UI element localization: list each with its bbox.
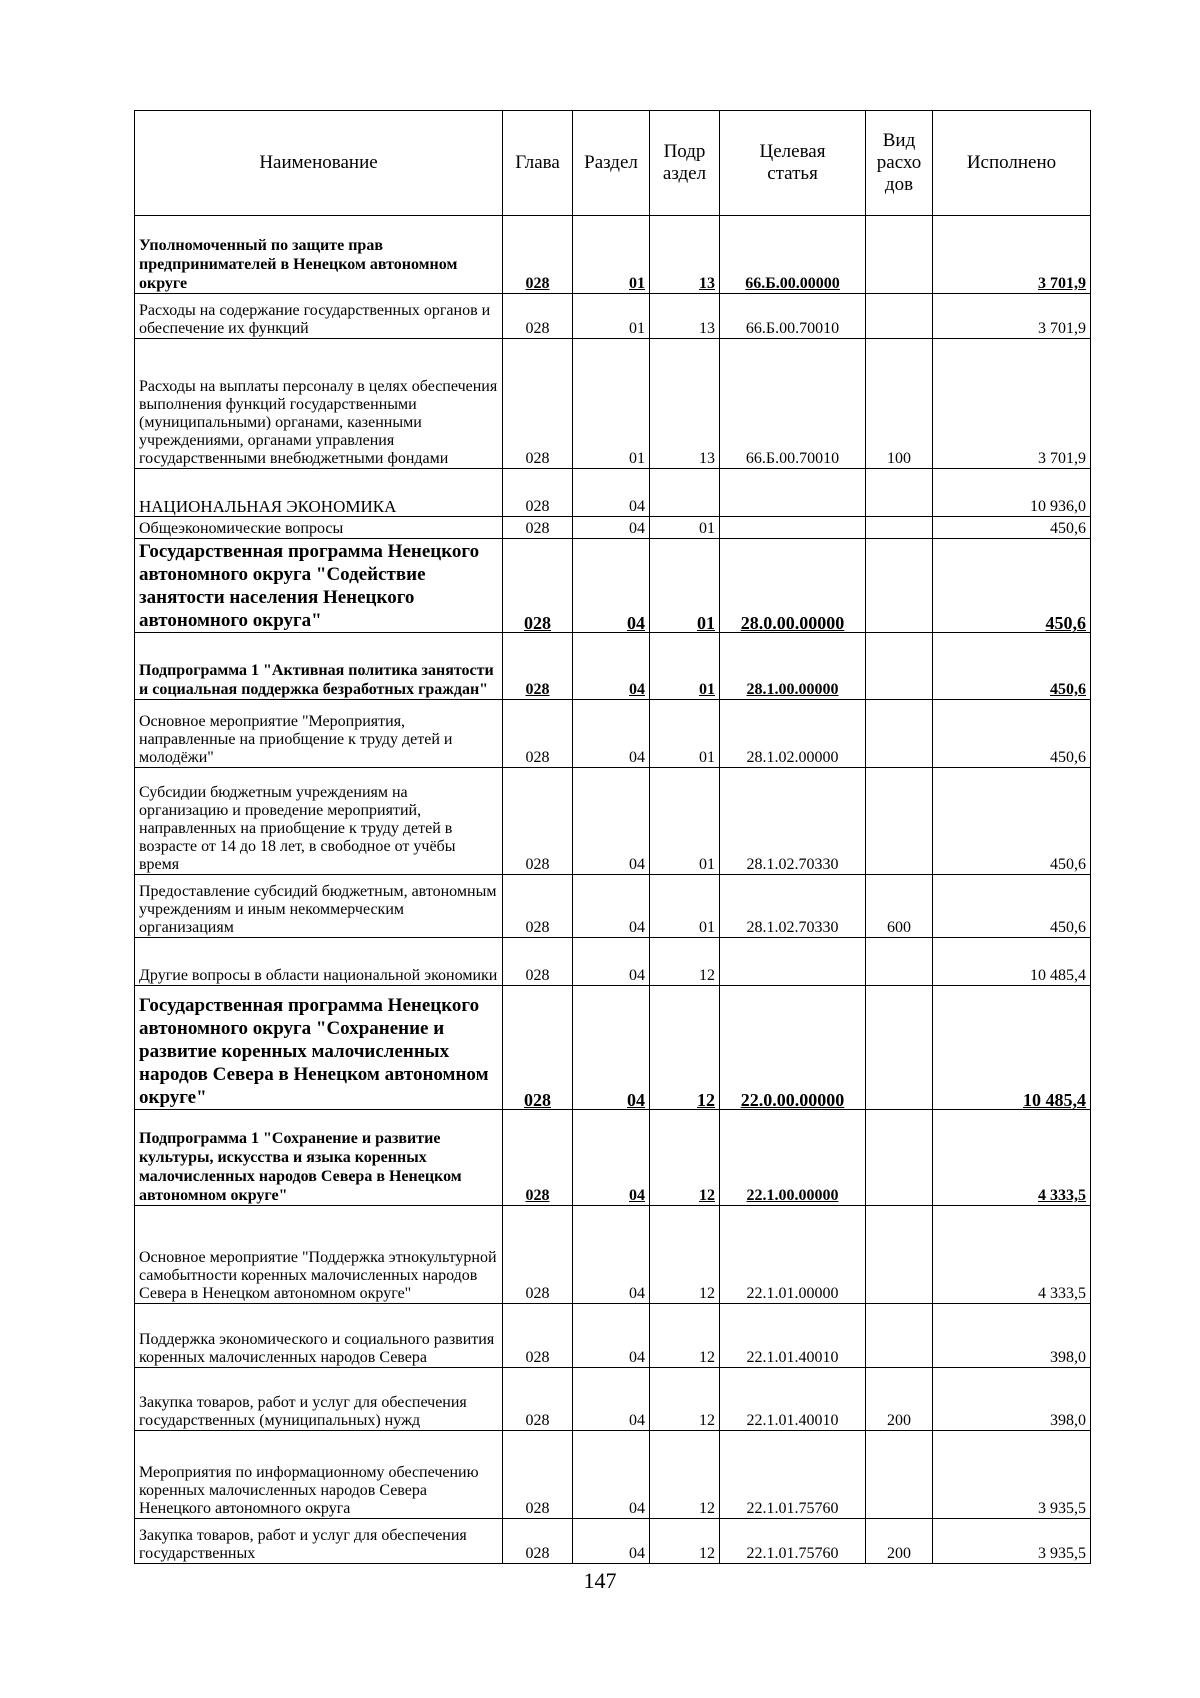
cell-subsection: 12 — [650, 1206, 720, 1304]
cell-target — [720, 517, 866, 539]
cell-name: Уполномоченный по защите прав предпринимателей в Ненецком автономном округе — [135, 216, 503, 294]
cell-target: 28.1.02.70330 — [720, 875, 866, 938]
page-number: 147 — [583, 1568, 617, 1593]
table-row — [135, 1304, 1091, 1368]
cell-target — [720, 938, 866, 986]
table-row — [135, 875, 1091, 938]
cell-section: 04 — [573, 1368, 650, 1431]
cell-subsection: 12 — [650, 938, 720, 986]
cell-executed: 3 935,5 — [933, 1519, 1091, 1564]
cell-executed: 450,6 — [933, 517, 1091, 539]
cell-executed: 450,6 — [933, 875, 1091, 938]
header-section: Раздел — [573, 111, 650, 216]
cell-subsection: 01 — [650, 539, 720, 633]
cell-chapter: 028 — [503, 938, 573, 986]
cell-name: Расходы на содержание государственных органов и обеспечение их функций — [135, 294, 503, 339]
cell-target: 66.Б.00.00000 — [720, 216, 866, 294]
cell-chapter: 028 — [503, 294, 573, 339]
table-row — [135, 1431, 1091, 1519]
cell-section: 04 — [573, 768, 650, 875]
cell-target — [720, 469, 866, 517]
cell-name: Общеэкономические вопросы — [135, 517, 503, 539]
cell-target: 28.1.02.00000 — [720, 700, 866, 768]
table-row — [135, 633, 1091, 700]
cell-exp-type: 100 — [866, 339, 933, 469]
header-name: Наименование — [135, 111, 503, 216]
cell-name: Другие вопросы в области национальной экономики — [135, 938, 503, 986]
cell-subsection: 01 — [650, 700, 720, 768]
cell-executed: 3 701,9 — [933, 294, 1091, 339]
cell-chapter: 028 — [503, 1368, 573, 1431]
cell-section: 04 — [573, 875, 650, 938]
cell-name: НАЦИОНАЛЬНАЯ ЭКОНОМИКА — [135, 469, 503, 517]
cell-subsection: 12 — [650, 1519, 720, 1564]
table-row — [135, 539, 1091, 633]
cell-chapter: 028 — [503, 768, 573, 875]
cell-section: 01 — [573, 216, 650, 294]
cell-executed: 450,6 — [933, 539, 1091, 633]
cell-section: 04 — [573, 700, 650, 768]
cell-exp-type: 200 — [866, 1519, 933, 1564]
table-row — [135, 517, 1091, 539]
cell-target: 28.1.00.00000 — [720, 633, 866, 700]
cell-exp-type — [866, 1431, 933, 1519]
cell-exp-type — [866, 1110, 933, 1206]
cell-section: 04 — [573, 539, 650, 633]
cell-subsection: 13 — [650, 216, 720, 294]
cell-exp-type — [866, 1206, 933, 1304]
cell-executed: 10 485,4 — [933, 986, 1091, 1110]
cell-chapter: 028 — [503, 1431, 573, 1519]
budget-table — [134, 110, 1091, 1564]
table-row — [135, 294, 1091, 339]
cell-section: 04 — [573, 1110, 650, 1206]
cell-exp-type — [866, 633, 933, 700]
cell-executed: 398,0 — [933, 1368, 1091, 1431]
table-row — [135, 339, 1091, 469]
header-executed: Исполнено — [933, 111, 1091, 216]
cell-target: 22.1.00.00000 — [720, 1110, 866, 1206]
cell-subsection: 12 — [650, 1368, 720, 1431]
cell-target: 66.Б.00.70010 — [720, 294, 866, 339]
cell-subsection: 01 — [650, 517, 720, 539]
cell-name: Предоставление субсидий бюджетным, автономным учреждениям и иным некоммерческим организациям — [135, 875, 503, 938]
cell-chapter: 028 — [503, 469, 573, 517]
header-target: Целевая статья — [720, 111, 866, 216]
cell-name: Основное мероприятие "Поддержка этнокультурной самобытности коренных малочисленных народов Севера в Ненецком автономном округе" — [135, 1206, 503, 1304]
cell-target: 22.1.01.75760 — [720, 1519, 866, 1564]
cell-executed: 450,6 — [933, 768, 1091, 875]
cell-target: 22.1.01.40010 — [720, 1368, 866, 1431]
cell-executed: 3 701,9 — [933, 216, 1091, 294]
cell-exp-type — [866, 700, 933, 768]
cell-exp-type — [866, 216, 933, 294]
header-chapter: Глава — [503, 111, 573, 216]
cell-executed: 3 701,9 — [933, 339, 1091, 469]
cell-executed: 4 333,5 — [933, 1110, 1091, 1206]
cell-subsection: 01 — [650, 633, 720, 700]
cell-target: 22.1.01.75760 — [720, 1431, 866, 1519]
cell-chapter: 028 — [503, 633, 573, 700]
cell-executed: 450,6 — [933, 700, 1091, 768]
cell-name: Государственная программа Ненецкого автономного округа "Сохранение и развитие коренных малочисленных народов Севера в Ненецком автономном округе" — [135, 986, 503, 1110]
header-exp-type: Вид расхо дов — [866, 111, 933, 216]
cell-section: 01 — [573, 339, 650, 469]
cell-chapter: 028 — [503, 1110, 573, 1206]
cell-exp-type — [866, 539, 933, 633]
cell-exp-type — [866, 517, 933, 539]
cell-name: Основное мероприятие "Мероприятия, направленные на приобщение к труду детей и молодёжи" — [135, 700, 503, 768]
cell-executed: 450,6 — [933, 633, 1091, 700]
cell-target: 22.0.00.00000 — [720, 986, 866, 1110]
cell-executed: 10 485,4 — [933, 938, 1091, 986]
cell-section: 04 — [573, 986, 650, 1110]
cell-subsection: 13 — [650, 294, 720, 339]
cell-chapter: 028 — [503, 216, 573, 294]
cell-subsection: 12 — [650, 1304, 720, 1368]
table-row — [135, 938, 1091, 986]
cell-name: Поддержка экономического и социального развития коренных малочисленных народов Севера — [135, 1304, 503, 1368]
cell-name: Мероприятия по информационному обеспечению коренных малочисленных народов Севера Ненецкого автономного округа — [135, 1431, 503, 1519]
cell-executed: 10 936,0 — [933, 469, 1091, 517]
cell-section: 01 — [573, 294, 650, 339]
cell-subsection: 13 — [650, 339, 720, 469]
cell-name: Подпрограмма 1 "Активная политика занятости и социальная поддержка безработных граждан" — [135, 633, 503, 700]
cell-executed: 4 333,5 — [933, 1206, 1091, 1304]
cell-section: 04 — [573, 1431, 650, 1519]
table-header-row — [135, 111, 1091, 216]
cell-exp-type — [866, 469, 933, 517]
cell-exp-type: 200 — [866, 1368, 933, 1431]
cell-chapter: 028 — [503, 1206, 573, 1304]
cell-section: 04 — [573, 469, 650, 517]
cell-name: Государственная программа Ненецкого автономного округа "Содействие занятости населения Ненецкого автономного округа" — [135, 539, 503, 633]
cell-chapter: 028 — [503, 986, 573, 1110]
cell-chapter: 028 — [503, 875, 573, 938]
table-row — [135, 768, 1091, 875]
cell-target: 22.1.01.00000 — [720, 1206, 866, 1304]
cell-subsection: 01 — [650, 875, 720, 938]
table-row — [135, 469, 1091, 517]
cell-subsection: 12 — [650, 1110, 720, 1206]
cell-section: 04 — [573, 938, 650, 986]
cell-chapter: 028 — [503, 1519, 573, 1564]
cell-executed: 398,0 — [933, 1304, 1091, 1368]
cell-exp-type: 600 — [866, 875, 933, 938]
cell-subsection: 12 — [650, 986, 720, 1110]
cell-exp-type — [866, 1304, 933, 1368]
cell-name: Расходы на выплаты персоналу в целях обеспечения выполнения функций государственными (муниципальными) органами, казенными учреждениями, органами управления государственными внебюджетными фондами — [135, 339, 503, 469]
cell-target: 28.1.02.70330 — [720, 768, 866, 875]
cell-target: 22.1.01.40010 — [720, 1304, 866, 1368]
cell-subsection: 01 — [650, 768, 720, 875]
cell-chapter: 028 — [503, 539, 573, 633]
table-row — [135, 1206, 1091, 1304]
cell-chapter: 028 — [503, 517, 573, 539]
cell-target: 66.Б.00.70010 — [720, 339, 866, 469]
cell-name: Субсидии бюджетным учреждениям на организацию и проведение мероприятий, направленных на приобщение к труду детей в возрасте от 14 до 18 лет, в свободное от учёбы время — [135, 768, 503, 875]
cell-executed: 3 935,5 — [933, 1431, 1091, 1519]
table-row — [135, 1110, 1091, 1206]
cell-exp-type — [866, 294, 933, 339]
table-row — [135, 986, 1091, 1110]
header-subsection: Подр аздел — [650, 111, 720, 216]
cell-name: Подпрограмма 1 "Сохранение и развитие культуры, искусства и языка коренных малочисленных народов Севера в Ненецком автономном округе" — [135, 1110, 503, 1206]
cell-chapter: 028 — [503, 1304, 573, 1368]
cell-subsection: 12 — [650, 1431, 720, 1519]
cell-subsection — [650, 469, 720, 517]
table-row — [135, 216, 1091, 294]
cell-name: Закупка товаров, работ и услуг для обеспечения государственных — [135, 1519, 503, 1564]
cell-target: 28.0.00.00000 — [720, 539, 866, 633]
table-row — [135, 1368, 1091, 1431]
cell-section: 04 — [573, 633, 650, 700]
cell-section: 04 — [573, 1304, 650, 1368]
cell-section: 04 — [573, 1206, 650, 1304]
cell-chapter: 028 — [503, 700, 573, 768]
cell-name: Закупка товаров, работ и услуг для обеспечения государственных (муниципальных) нужд — [135, 1368, 503, 1431]
cell-exp-type — [866, 938, 933, 986]
cell-exp-type — [866, 986, 933, 1110]
table-row — [135, 1519, 1091, 1564]
table-row — [135, 700, 1091, 768]
cell-section: 04 — [573, 517, 650, 539]
cell-chapter: 028 — [503, 339, 573, 469]
cell-exp-type — [866, 768, 933, 875]
cell-section: 04 — [573, 1519, 650, 1564]
